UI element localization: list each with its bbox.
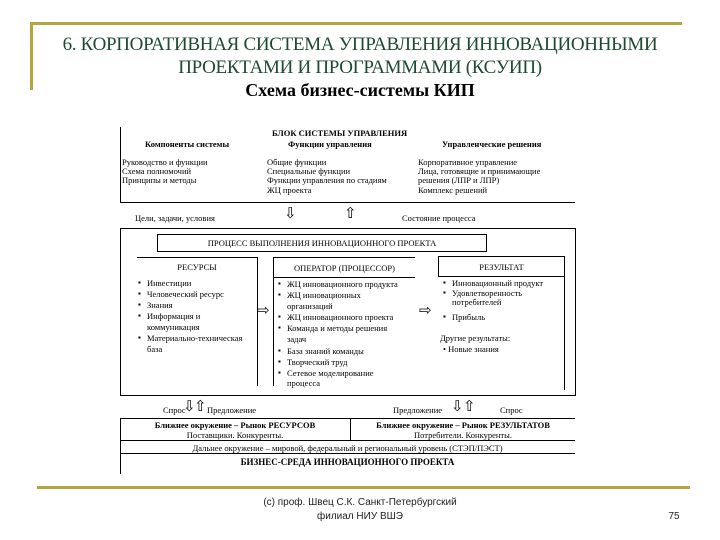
- list-item: Комплекс решений: [418, 185, 488, 195]
- env-top-line: [120, 418, 575, 419]
- goals-flow-label: Цели, задачи, условия: [135, 213, 215, 223]
- list-item: ▪ Знания: [147, 300, 173, 310]
- list-item: решения (ЛПР и ЛПР): [418, 175, 500, 185]
- list-item: ▪ Сетевое моделирование: [287, 368, 374, 378]
- slide-title-line1: 6. КОРПОРАТИВНАЯ СИСТЕМА УПРАВЛЕНИЯ ИННОВАЦИОННЫМИ: [62, 34, 658, 55]
- near-results-text: Потребители. Конкуренты.: [414, 430, 512, 440]
- list-item: база: [147, 344, 163, 354]
- up-arrow-icon: ⇧: [344, 206, 357, 222]
- business-environment-title: БИЗНЕС-СРЕДА ИННОВАЦИОННОГО ПРОЕКТА: [240, 457, 455, 467]
- list-item: ▪ База знаний команды: [287, 346, 364, 356]
- slide-title-line2: ПРОЕКТАМИ И ПРОГРАММАМИ (КСУИП): [178, 57, 542, 78]
- right-arrow-icon: ⇨: [419, 303, 432, 319]
- footer-credit-line2: филиал НИУ ВШЭ: [317, 511, 403, 522]
- list-item: Функции управления по стадиям: [267, 175, 387, 185]
- near-resources-text: Поставщики. Конкуренты.: [186, 430, 284, 440]
- list-item: ▪ ЖЦ инновационных: [287, 290, 361, 300]
- page-number: 75: [668, 511, 680, 522]
- column-header-components: Компоненты системы: [145, 139, 230, 149]
- up-arrow-icon: ⇧: [463, 399, 476, 415]
- operator-header-underline: [273, 277, 415, 278]
- result-right-border: [564, 256, 565, 390]
- result-header: РЕЗУЛЬТАТ: [479, 262, 524, 272]
- list-item: ▪ Информация и: [147, 311, 200, 321]
- control-bottom-border: [120, 202, 575, 203]
- control-left-border: [120, 127, 121, 203]
- other-results-label: Другие результаты:: [440, 333, 511, 343]
- list-item: ▪ ЖЦ инновационного проекта: [287, 312, 393, 322]
- list-item: задач: [287, 334, 307, 344]
- near-resources-title: Ближнее окружение – Рынок РЕСУРСОВ: [154, 420, 316, 430]
- list-item: ▪ Команда и методы решения: [287, 323, 387, 333]
- operator-header: ОПЕРАТОР (ПРОЦЕССОР): [294, 263, 395, 273]
- list-item: Корпоративное управление: [418, 157, 518, 167]
- list-item: Общие функции: [267, 157, 327, 167]
- right-arrow-icon: ⇨: [257, 303, 270, 319]
- up-arrow-icon: ⇧: [194, 399, 207, 415]
- down-arrow-icon: ⇩: [183, 399, 196, 415]
- result-header-underline: [438, 276, 564, 277]
- resources-top-border: [137, 257, 258, 258]
- bottom-rule: [37, 486, 690, 489]
- right-supply-label: Предложение: [393, 405, 443, 415]
- left-demand-label: Спрос: [163, 405, 186, 415]
- slide-subtitle: Схема бизнес-системы КИП: [245, 80, 475, 100]
- other-result-item: Новые знания: [448, 344, 499, 354]
- list-item: ▪ Прибыль: [452, 312, 485, 322]
- down-arrow-icon: ⇩: [284, 206, 297, 222]
- list-item: Руководство и функции: [122, 157, 208, 167]
- control-block-title: БЛОК СИСТЕМЫ УПРАВЛЕНИЯ: [272, 128, 408, 138]
- list-item: ▪ Человеческий ресурс: [147, 289, 224, 299]
- list-item: ▪ Удовлетворенность: [452, 288, 522, 298]
- state-flow-label: Состояние процесса: [402, 213, 476, 223]
- list-item: ▪ ЖЦ инновационного продукта: [287, 279, 398, 289]
- list-item: ▪ Творческий труд: [287, 357, 347, 367]
- top-rule: [30, 22, 682, 25]
- list-item: Специальные функции: [267, 166, 351, 176]
- footer-credit-line1: (с) проф. Швец С.К. Санкт-Петербургский: [263, 497, 457, 508]
- result-top-border: [438, 256, 564, 257]
- list-item: ЖЦ проекта: [267, 185, 312, 195]
- left-supply-label: Предложение: [207, 405, 257, 415]
- list-item: ▪ Материально-техническая: [147, 333, 242, 343]
- column-header-functions: Функции управления: [288, 139, 372, 149]
- list-item: • Новые знания: [443, 344, 499, 354]
- process-title: ПРОЦЕСС ВЫПОЛНЕНИЯ ИННОВАЦИОННОГО ПРОЕКТА: [207, 238, 437, 248]
- far-environment: Дальнее окружение – мировой, федеральный и региональный уровень (СТЭП/ПЭСТ): [192, 443, 503, 453]
- resources-header: РЕСУРСЫ: [177, 262, 217, 272]
- right-demand-label: Спрос: [500, 405, 523, 415]
- list-item: ▪ Инновационный продукт: [452, 278, 543, 288]
- list-item: потребителей: [452, 297, 502, 307]
- near-results-title: Ближнее окружение – Рынок РЕЗУЛЬТАТОВ: [376, 420, 550, 430]
- list-item: процесса: [287, 378, 321, 388]
- column-header-decisions: Управленческие решения: [442, 139, 542, 149]
- env-line-3: [120, 453, 575, 454]
- env-line-2: [120, 440, 575, 441]
- list-item: организаций: [287, 301, 333, 311]
- list-item: коммуникация: [147, 322, 200, 332]
- list-item: Принципы и методы: [122, 175, 197, 185]
- down-arrow-icon: ⇩: [451, 399, 464, 415]
- list-item: Лица, готовящие и принимающие: [418, 166, 541, 176]
- list-item: ▪ Инвестиции: [147, 278, 191, 288]
- list-item: Схема полномочий: [122, 166, 192, 176]
- resources-right-border: [257, 257, 258, 386]
- operator-top-border: [273, 257, 415, 258]
